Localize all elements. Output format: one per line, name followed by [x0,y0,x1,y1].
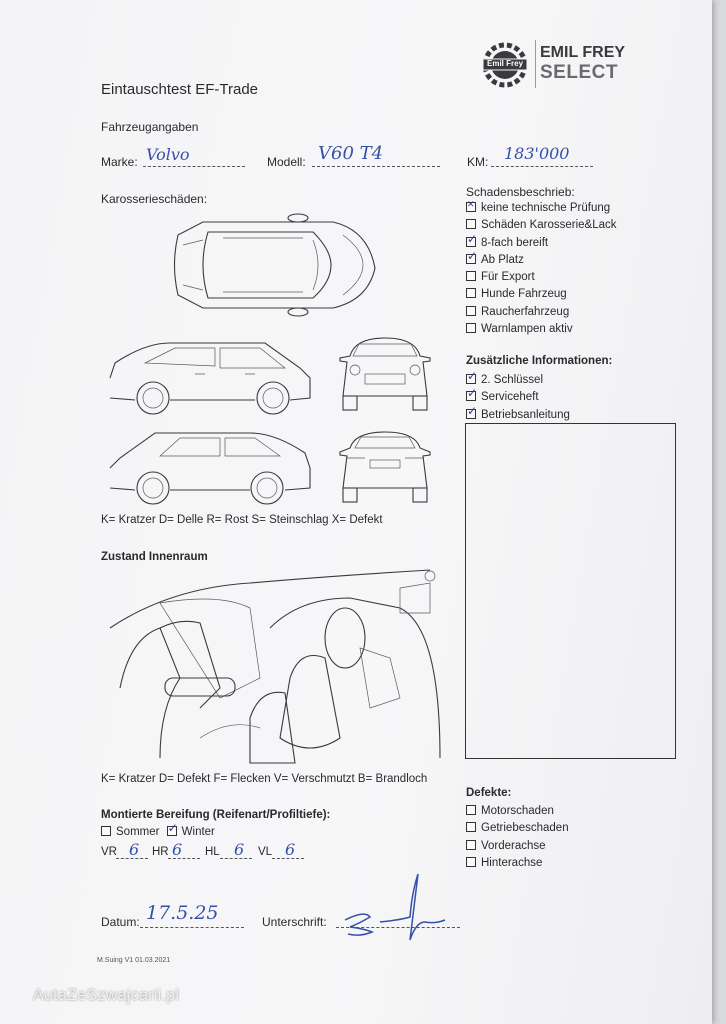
logo-divider [535,40,536,88]
damage-checkbox[interactable] [466,254,476,264]
signature-label: Unterschrift: [262,915,327,929]
hr-field[interactable]: 6 [172,840,183,859]
logo-ribbon-text: Emil Frey [487,59,524,68]
defect-item [466,805,569,822]
damage-label: Raucherfahrzeug [481,305,570,318]
defect-item [466,840,569,857]
damage-item [466,254,617,271]
defect-checkbox[interactable] [466,805,476,815]
hr-label: HR [152,846,169,858]
damage-checkbox[interactable] [466,323,476,333]
info-item [466,374,570,391]
hl-label: HL [205,846,220,858]
model-label: Modell: [267,155,306,169]
damage-label: Für Export [481,271,535,284]
car-front-view [335,336,435,416]
page-title: Eintauschtest EF-Trade [101,81,259,98]
damage-description-list [466,202,617,340]
damage-description-title: Schadensbeschrieb: [466,185,575,199]
hl-field[interactable]: 6 [234,840,245,859]
defect-checkbox[interactable] [466,840,476,850]
interior-title: Zustand Innenraum [101,551,208,563]
damage-label: Ab Platz [481,253,524,266]
car-rear-view [335,430,435,510]
vl-field[interactable]: 6 [285,840,296,859]
body-damage-title: Karosserieschäden: [101,192,208,206]
defect-label: Motorschaden [481,805,554,817]
car-side-view-right [105,428,315,508]
km-field[interactable]: 183'000 [504,144,570,163]
defect-label: Getriebeschaden [481,822,569,835]
tires-title: Montierte Bereifung (Reifenart/Profiltiefe): [101,809,331,821]
date-label: Datum: [101,915,140,929]
km-underline [491,166,593,167]
damage-item [466,288,617,305]
tire-type-row [101,826,215,838]
interior-legend: K= Kratzer D= Defekt F= Flecken V= Verschmutzt B= Brandloch [101,773,428,785]
model-underline [312,166,440,167]
info-checkbox[interactable] [466,409,476,419]
damage-label: Hunde Fahrzeug [481,288,567,301]
defects-title: Defekte: [466,787,512,799]
damage-checkbox[interactable] [466,219,476,229]
info-checkbox[interactable] [466,374,476,384]
make-underline [143,166,245,167]
damage-item [466,219,617,236]
info-label: 2. Schlüssel [481,374,544,386]
vl-label: VL [258,846,273,858]
summer-label: Sommer [116,826,160,838]
vr-label: VR [101,846,117,858]
damage-label: Warnlampen aktiv [481,323,573,336]
damage-checkbox[interactable] [466,271,476,281]
defect-checkbox[interactable] [466,822,476,832]
additional-info-list [466,374,570,426]
km-label: KM: [467,155,489,169]
make-label: Marke: [101,155,138,169]
damage-item [466,237,617,254]
interior-diagram [100,568,445,768]
damage-checkbox[interactable] [466,288,476,298]
body-damage-legend: K= Kratzer D= Delle R= Rost S= Steinschlag X= Defekt [101,514,383,526]
car-top-view-diagram [163,210,378,320]
info-label: Betriebsanleitung [481,408,570,421]
damage-label: Schäden Karosserie&Lack [481,219,617,232]
defect-label: Vorderachse [481,839,546,852]
damage-label: keine technische Prüfung [481,202,611,214]
watermark: AutaZeSzwajcarii.pl [33,987,180,1004]
damage-item [466,271,617,288]
winter-label: Winter [181,826,215,838]
damage-checkbox[interactable] [466,306,476,316]
summer-checkbox[interactable] [101,826,111,836]
info-item [466,391,570,408]
additional-info-title: Zusätzliche Informationen: [466,355,613,367]
winter-checkbox[interactable] [167,826,177,836]
defect-label: Hinterachse [481,856,543,869]
model-field[interactable]: V60 T4 [318,143,384,164]
damage-item [466,306,617,323]
brand-top: EMIL FREY [540,44,626,61]
form-version: M.Suing V1 01.03.2021 [97,957,171,964]
damage-label: 8-fach bereift [481,236,549,249]
damage-item [466,202,617,219]
brand-bottom: SELECT [540,62,618,83]
remarks-box[interactable] [465,423,676,759]
date-underline [140,927,244,928]
damage-checkbox[interactable] [466,237,476,247]
vehicle-section-title: Fahrzeugangaben [101,120,199,134]
defects-list [466,805,569,874]
damage-checkbox[interactable] [466,202,476,212]
defect-item [466,822,569,839]
defect-checkbox[interactable] [466,857,476,867]
car-side-view-left [105,338,315,418]
date-field[interactable]: 17.5.25 [146,902,219,924]
vr-field[interactable]: 6 [129,840,140,859]
info-checkbox[interactable] [466,391,476,401]
defect-item [466,857,569,874]
make-field[interactable]: Volvo [146,145,190,164]
damage-item [466,323,617,340]
handwritten-signature[interactable] [340,872,450,942]
info-label: Serviceheft [481,391,539,404]
